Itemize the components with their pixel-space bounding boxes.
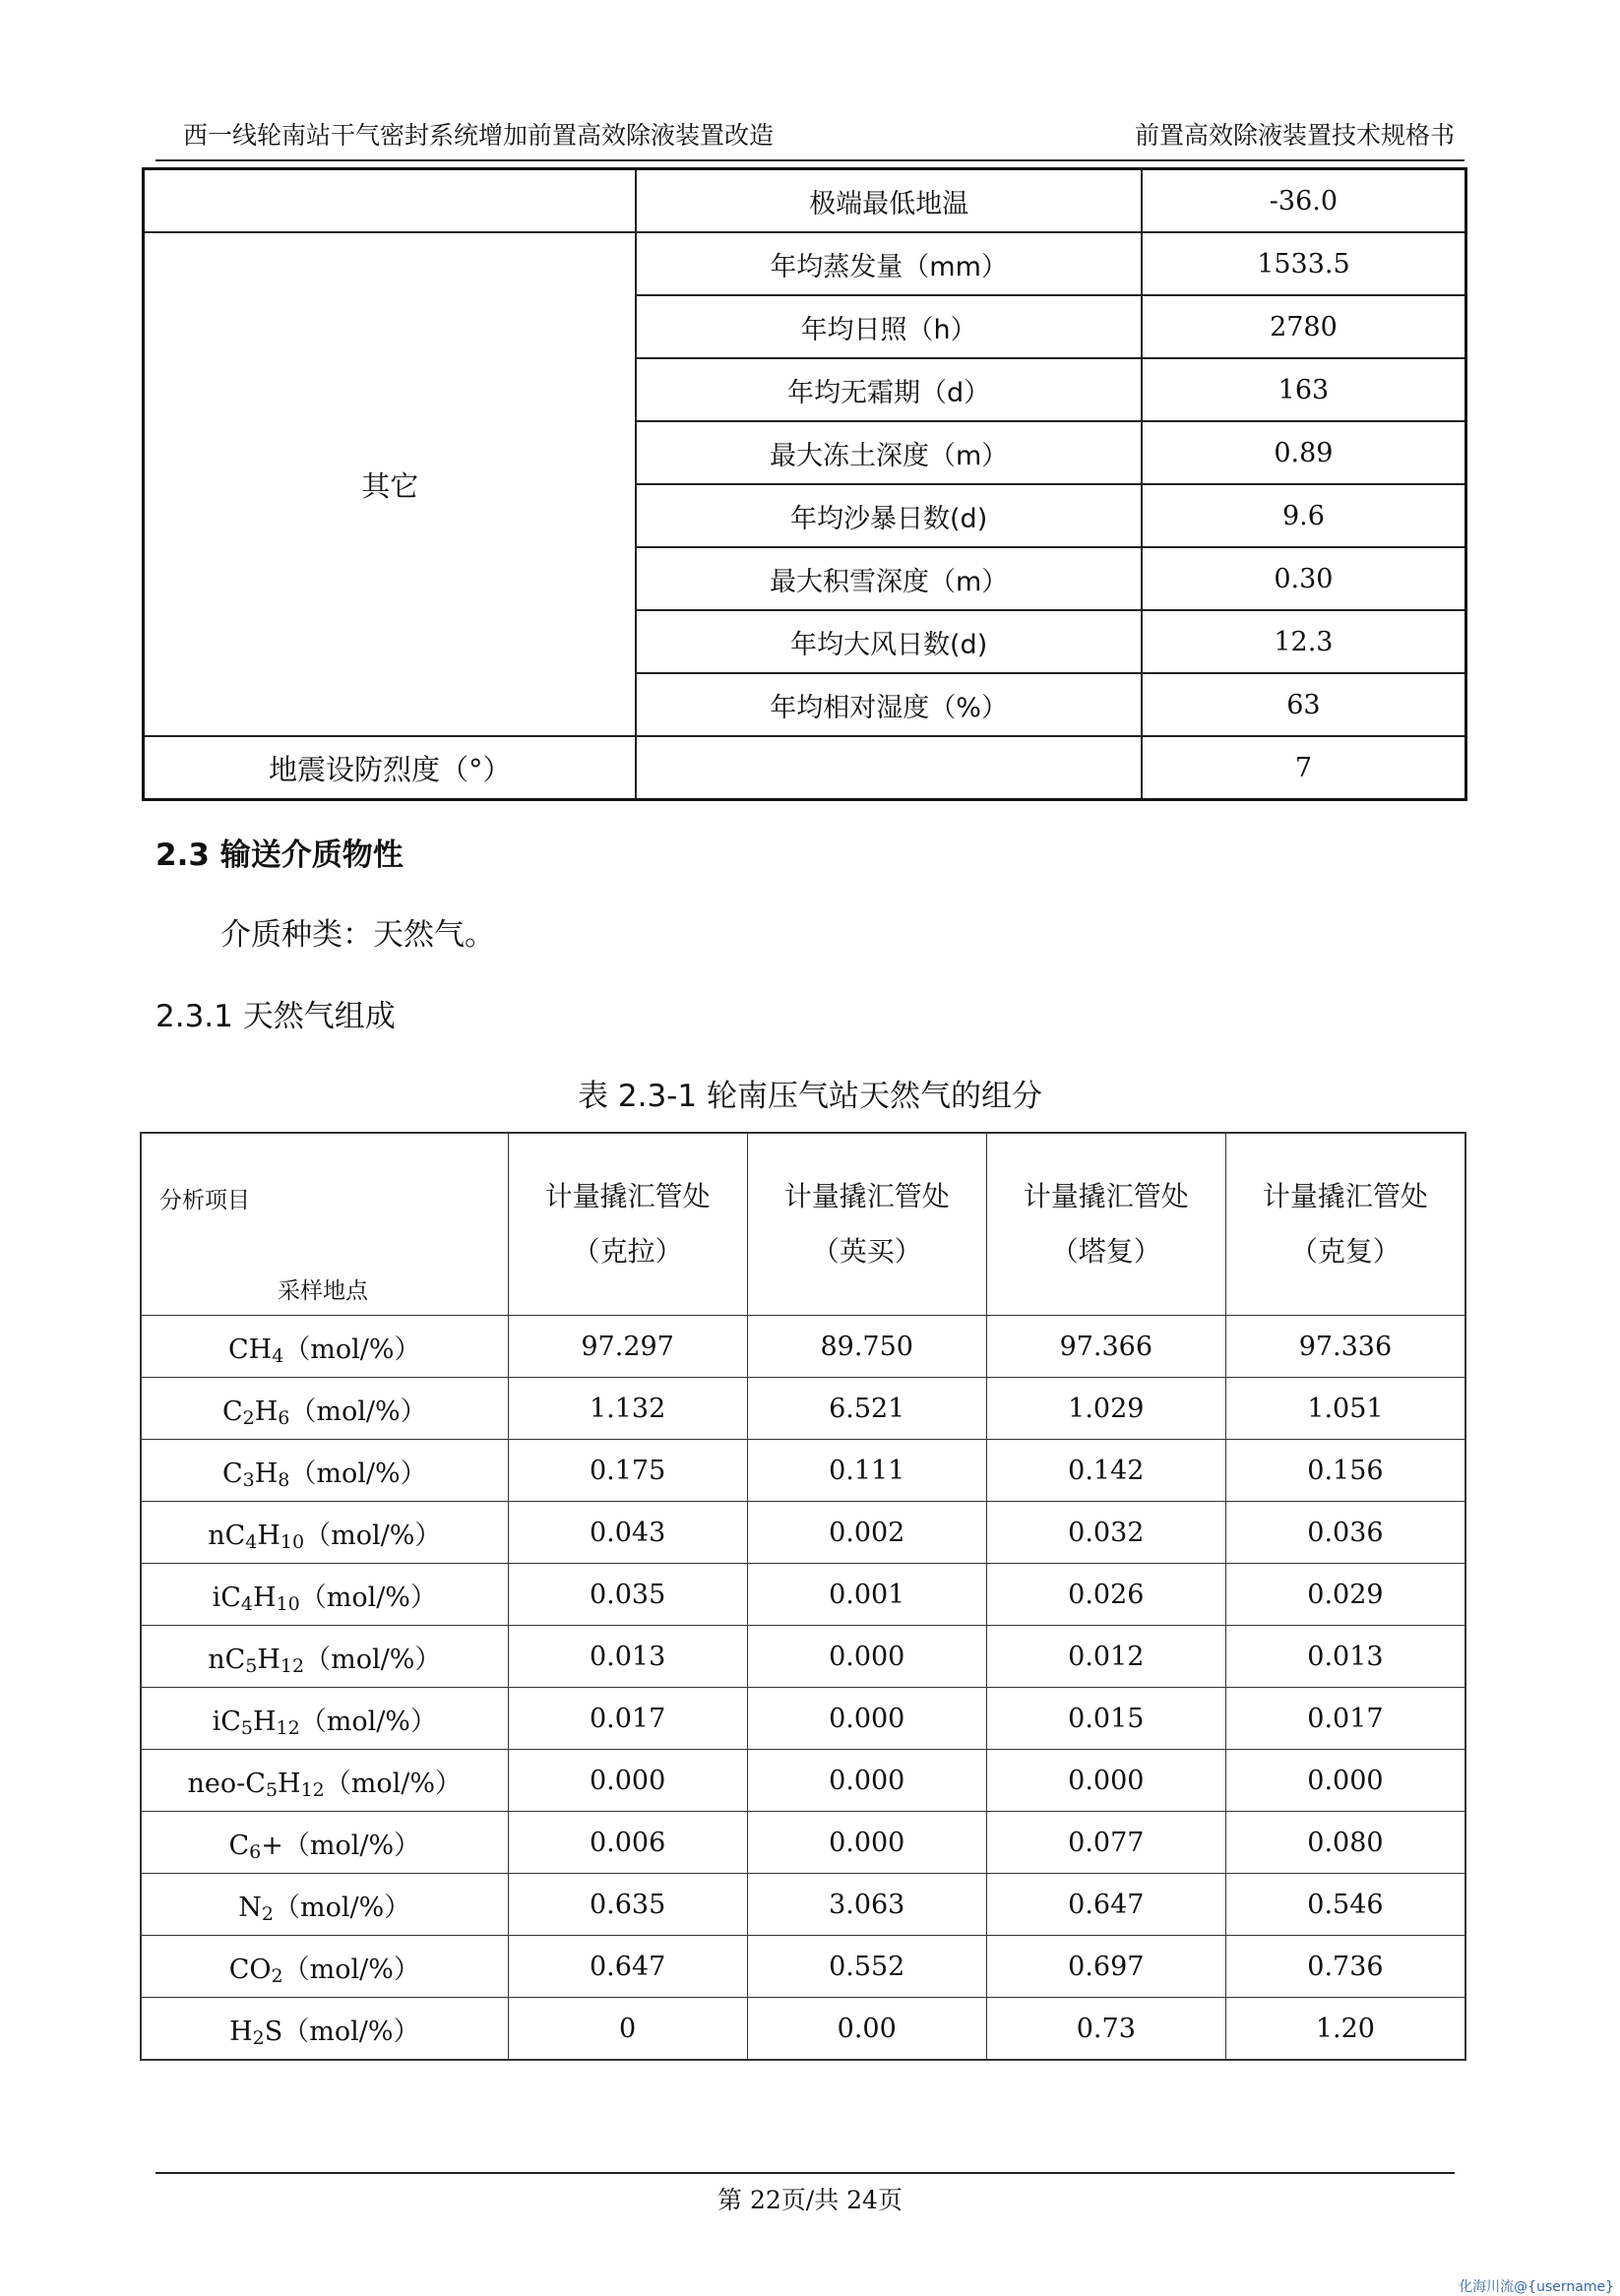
component-value: 0.156 [1225, 1440, 1465, 1502]
formula-part: CH [228, 1334, 273, 1365]
component-value: 0.013 [508, 1626, 747, 1688]
header-divider [156, 159, 1464, 161]
climate-item-empty [636, 736, 1141, 800]
formula-part: H [252, 1706, 277, 1737]
gas-header-row [141, 1133, 1465, 1316]
gas-composition-table [140, 1132, 1466, 2061]
gas-row [141, 1936, 1465, 1998]
formula-part: iC [212, 1706, 241, 1737]
column-header-line2: （克拉） [572, 1235, 683, 1268]
component-value: 97.366 [986, 1316, 1225, 1378]
formula-subscript: 5 [265, 1778, 279, 1801]
climate-value: 63 [1142, 673, 1466, 736]
formula-part: C [228, 1830, 250, 1861]
gas-row [141, 1998, 1465, 2061]
component-value: 0.017 [1225, 1688, 1465, 1750]
component-label [141, 1564, 508, 1626]
section-title: 2.3 输送介质物性 [156, 838, 404, 873]
formula-part: H [257, 1520, 280, 1551]
component-value: 0.647 [508, 1936, 747, 1998]
component-value: 0.73 [986, 1998, 1225, 2061]
formula-part: nC [208, 1520, 246, 1551]
formula-part: H [278, 1768, 301, 1799]
unit-label: （mol/%） [274, 1892, 411, 1923]
formula-subscript: 12 [280, 1654, 305, 1677]
column-header-line1: 计量撬汇管处 [783, 1180, 950, 1212]
climate-table [142, 167, 1467, 801]
component-value: 0.015 [986, 1688, 1225, 1750]
component-value: 0.029 [1225, 1564, 1465, 1626]
corner-header [142, 1134, 508, 1315]
unit-label: （mol/%） [282, 1954, 420, 1985]
formula-part: nC [208, 1644, 246, 1675]
formula-subscript: 5 [240, 1716, 253, 1739]
formula-subscript: 5 [245, 1654, 258, 1677]
climate-row [144, 232, 1466, 295]
climate-value: 163 [1142, 358, 1466, 421]
formula-subscript: 12 [276, 1716, 300, 1739]
unit-label: （mol/%） [289, 1396, 427, 1427]
formula-subscript: 2 [252, 2026, 265, 2049]
table-caption: 表 2.3-1 轮南压气站天然气的组分 [578, 1079, 1042, 1114]
formula-part: H [254, 1458, 279, 1489]
gas-row [141, 1750, 1465, 1812]
component-value: 0.736 [1225, 1936, 1465, 1998]
formula-subscript: 6 [249, 1840, 262, 1863]
component-label [141, 1688, 508, 1750]
formula-part: N [238, 1892, 262, 1923]
climate-item: 年均相对湿度（%） [636, 673, 1141, 736]
column-header-line1: 计量撬汇管处 [544, 1180, 711, 1212]
formula-part: H [254, 1396, 279, 1427]
component-value: 0.017 [508, 1688, 747, 1750]
component-value: 3.063 [747, 1874, 986, 1936]
formula-subscript: 4 [240, 1592, 253, 1615]
climate-item: 年均无霜期（d） [636, 358, 1141, 421]
component-value: 0.002 [747, 1502, 986, 1564]
component-value: 0.000 [1225, 1750, 1465, 1812]
unit-label: （mol/%） [283, 1334, 421, 1365]
component-value: 97.336 [1225, 1316, 1465, 1378]
component-value: 0.043 [508, 1502, 747, 1564]
formula-part: S [264, 2016, 283, 2047]
component-label [141, 1936, 508, 1998]
unit-label: （mol/%） [282, 2016, 420, 2047]
component-value: 89.750 [747, 1316, 986, 1378]
column-header [986, 1133, 1225, 1316]
climate-value: 12.3 [1142, 610, 1466, 673]
component-value: 0.175 [508, 1440, 747, 1502]
climate-item: 极端最低地温 [636, 169, 1141, 233]
formula-subscript: 12 [300, 1778, 325, 1801]
component-value: 0.000 [747, 1688, 986, 1750]
component-value: 0.697 [986, 1936, 1225, 1998]
formula-subscript: 8 [278, 1468, 290, 1491]
formula-part: H [229, 2016, 253, 2047]
subsection-title: 2.3.1 天然气组成 [156, 999, 396, 1034]
formula-part: H [252, 1582, 277, 1613]
climate-value: 1533.5 [1142, 232, 1466, 295]
component-value: 0.012 [986, 1626, 1225, 1688]
component-label [141, 1316, 508, 1378]
climate-value: -36.0 [1142, 169, 1466, 233]
component-value: 0.000 [508, 1750, 747, 1812]
component-label [141, 1750, 508, 1812]
component-label [141, 1998, 508, 2061]
gas-row [141, 1626, 1465, 1688]
climate-item: 最大积雪深度（m） [636, 547, 1141, 610]
formula-part: + [261, 1830, 283, 1861]
unit-label: （mol/%） [299, 1582, 437, 1613]
component-value: 0.000 [986, 1750, 1225, 1812]
unit-label: （mol/%） [304, 1644, 442, 1675]
column-header-line2: （克复） [1289, 1235, 1401, 1268]
formula-subscript: 4 [245, 1530, 258, 1553]
component-value: 0.000 [747, 1626, 986, 1688]
climate-value: 2780 [1142, 295, 1466, 358]
component-value: 0.026 [986, 1564, 1225, 1626]
watermark: 化海川流@{username} [1459, 2279, 1614, 2295]
component-value: 1.132 [508, 1378, 747, 1440]
unit-label: （mol/%） [282, 1830, 421, 1861]
column-header-line2: （英买） [811, 1235, 922, 1268]
formula-subscript: 4 [272, 1344, 284, 1367]
unit-label: （mol/%） [289, 1458, 427, 1489]
component-value: 0 [508, 1998, 747, 2061]
column-header-line1: 计量撬汇管处 [1023, 1180, 1189, 1212]
component-value: 0.647 [986, 1874, 1225, 1936]
formula-part: H [257, 1644, 280, 1675]
component-value: 0.635 [508, 1874, 747, 1936]
header-title-left: 西一线轮南站干气密封系统增加前置高效除液装置改造 [183, 121, 775, 150]
header-title-right: 前置高效除液装置技术规格书 [1134, 121, 1455, 150]
formula-subscript: 2 [261, 1902, 275, 1925]
component-label [141, 1378, 508, 1440]
seismic-label: 地震设防烈度（°） [144, 736, 637, 800]
climate-item: 最大冻土深度（m） [636, 421, 1141, 484]
formula-subscript: 2 [242, 1406, 255, 1429]
component-value: 0.077 [986, 1812, 1225, 1874]
component-value: 1.051 [1225, 1378, 1465, 1440]
unit-label: （mol/%） [304, 1520, 442, 1551]
component-label [141, 1812, 508, 1874]
formula-subscript: 6 [278, 1406, 290, 1429]
seismic-value: 7 [1142, 736, 1466, 800]
climate-item: 年均大风日数(d) [636, 610, 1141, 673]
gas-row [141, 1812, 1465, 1874]
component-value: 0.080 [1225, 1812, 1465, 1874]
unit-label: （mol/%） [324, 1768, 463, 1799]
gas-row [141, 1564, 1465, 1626]
gas-row [141, 1316, 1465, 1378]
column-header-line1: 计量撬汇管处 [1262, 1180, 1428, 1212]
climate-item: 年均蒸发量（mm） [636, 232, 1141, 295]
medium-type-text: 介质种类：天然气。 [220, 917, 495, 953]
formula-subscript: 10 [276, 1592, 300, 1615]
component-value: 1.20 [1225, 1998, 1465, 2061]
corner-sampling-site: 采样地点 [278, 1278, 368, 1304]
unit-label: （mol/%） [299, 1706, 437, 1737]
gas-row [141, 1874, 1465, 1936]
component-value: 0.006 [508, 1812, 747, 1874]
component-value: 0.142 [986, 1440, 1225, 1502]
component-value: 0.552 [747, 1936, 986, 1998]
gas-row [141, 1378, 1465, 1440]
column-header [747, 1133, 986, 1316]
formula-part: neo-C [187, 1768, 266, 1799]
component-value: 6.521 [747, 1378, 986, 1440]
footer-divider [156, 2172, 1455, 2174]
corner-analysis-item: 分析项目 [159, 1188, 250, 1213]
formula-part: C [221, 1458, 243, 1489]
component-value: 0.001 [747, 1564, 986, 1626]
climate-item: 年均日照（h） [636, 295, 1141, 358]
component-value: 0.111 [747, 1440, 986, 1502]
component-label [141, 1440, 508, 1502]
component-value: 1.029 [986, 1378, 1225, 1440]
formula-part: C [221, 1396, 243, 1427]
component-label [141, 1626, 508, 1688]
component-value: 0.036 [1225, 1502, 1465, 1564]
component-value: 0.000 [747, 1750, 986, 1812]
column-header-line2: （塔复） [1050, 1235, 1161, 1268]
climate-row [144, 169, 1466, 233]
component-value: 0.032 [986, 1502, 1225, 1564]
climate-value: 9.6 [1142, 484, 1466, 547]
climate-value: 0.30 [1142, 547, 1466, 610]
component-value: 97.297 [508, 1316, 747, 1378]
component-value: 0.013 [1225, 1626, 1465, 1688]
component-value: 0.00 [747, 1998, 986, 2061]
climate-value: 0.89 [1142, 421, 1466, 484]
component-label [141, 1502, 508, 1564]
gas-row [141, 1502, 1465, 1564]
component-label [141, 1874, 508, 1936]
gas-row [141, 1440, 1465, 1502]
component-value: 0.000 [747, 1812, 986, 1874]
component-value: 0.035 [508, 1564, 747, 1626]
formula-part: iC [212, 1582, 241, 1613]
formula-subscript: 2 [271, 1964, 283, 1987]
component-value: 0.546 [1225, 1874, 1465, 1936]
column-header [508, 1133, 747, 1316]
formula-subscript: 10 [280, 1530, 305, 1553]
climate-category-empty [144, 169, 637, 233]
corner-header-cell [141, 1133, 508, 1316]
formula-part: CO [228, 1954, 272, 1985]
climate-item: 年均沙暴日数(d) [636, 484, 1141, 547]
column-header [1225, 1133, 1465, 1316]
page-number: 第 22页/共 24页 [717, 2186, 903, 2214]
climate-row [144, 736, 1466, 800]
formula-subscript: 3 [242, 1468, 255, 1491]
gas-row [141, 1688, 1465, 1750]
climate-category-other: 其它 [144, 232, 637, 736]
